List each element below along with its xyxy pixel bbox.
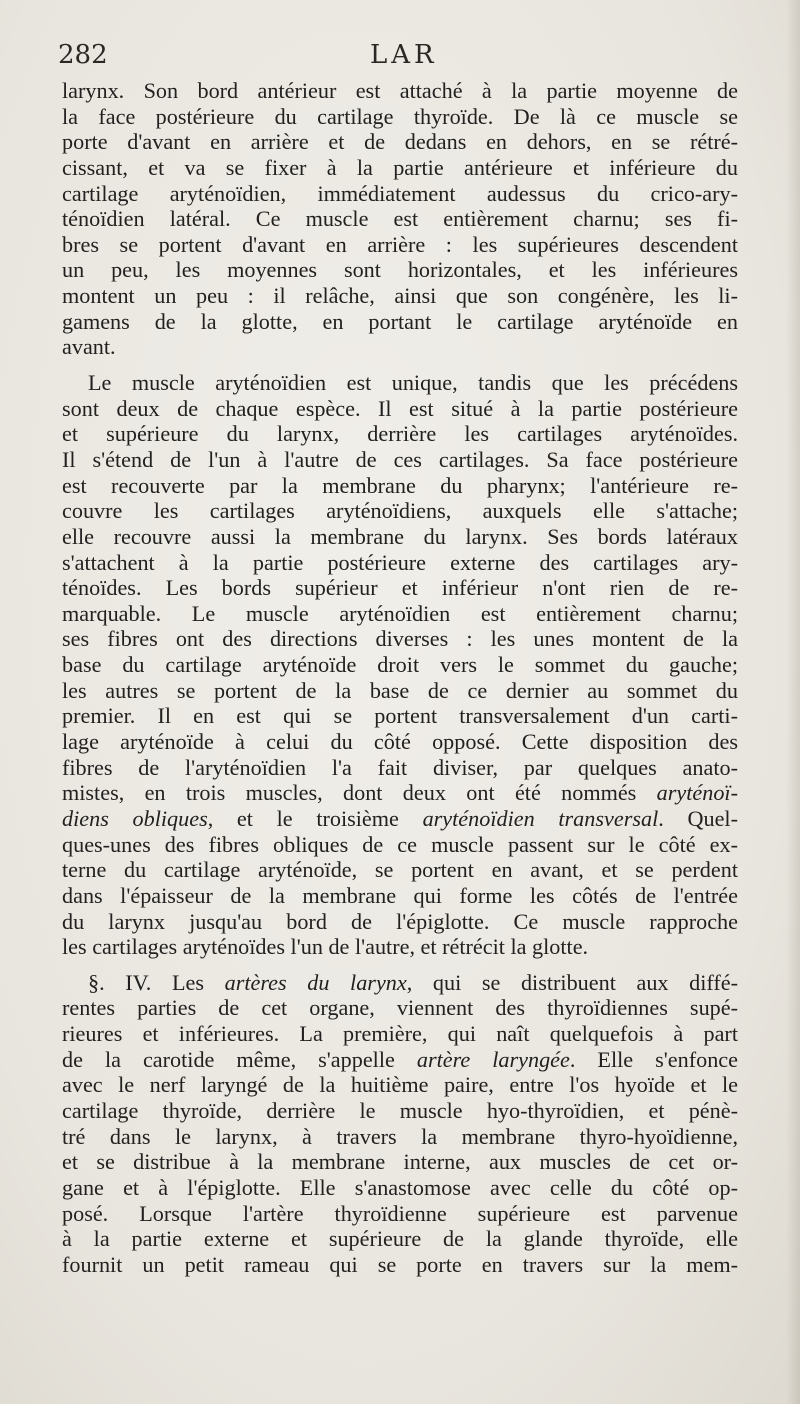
paragraph-3 [62,970,738,1278]
text-line: Il s'étend de l'un à l'autre de ces cartilages. Sa face postérieure [62,446,738,472]
body-text [62,78,738,1277]
text-line: un peu, les moyennes sont horizontales, et les inférieures [62,257,738,283]
text-line: cissant, et va se fixer à la partie antérieure et inférieure du [62,154,738,180]
running-head-title: LAR [370,40,438,70]
page-edge-shadow [786,0,800,1404]
text-line: gamens de la glotte, en portant le cartilage aryténoïde en [62,308,738,334]
text-line: diens obliques, et le troisième aryténoïdien transversal. Quel- [62,805,738,831]
text-line: s'attachent à la partie postérieure externe des cartilages ary- [62,549,738,575]
text-line: ques-unes des fibres obliques de ce muscle passent sur le côté ex- [62,831,738,857]
text-line: les cartilages aryténoïdes l'un de l'autre, et rétrécit la glotte. [62,934,589,960]
text-line: §. IV. Les artères du larynx, qui se distribuent aux diffé- [88,969,738,995]
text-line: lage aryténoïde à celui du côté opposé. Cette disposition des [62,729,738,755]
text-line: les autres se portent de la base de ce dernier au sommet du [62,677,738,703]
text-line: avec le nerf laryngé de la huitième paire, entre l'os hyoïde et le [62,1072,738,1098]
text-line: ténoïdien latéral. Ce muscle est entièrement charnu; ses fi- [62,206,738,232]
text-line: base du cartilage aryténoïde droit vers le sommet du gauche; [62,652,738,678]
text-line: porte d'avant en arrière et de dedans en dehors, en se rétré- [62,129,738,155]
text-line: rentes parties de cet organe, viennent des thyroïdiennes supé- [62,995,738,1021]
text-line: bres se portent d'avant en arrière : les supérieures descendent [62,231,738,257]
text-line: marquable. Le muscle aryténoïdien est entièrement charnu; [62,600,738,626]
paragraph-gap [62,360,738,370]
paragraph-1 [62,78,738,360]
paragraph-2 [62,370,738,960]
page-number: 282 [58,40,108,70]
running-head [58,40,738,80]
text-line: tré dans le larynx, à travers la membrane thyro-hyoïdienne, [62,1123,738,1149]
text-line: cartilage thyroïde, derrière le muscle hyo-thyroïdien, et pénè- [62,1097,738,1123]
paragraph-gap [62,960,738,970]
text-line: gane et à l'épiglotte. Elle s'anastomose avec celle du côté op- [62,1174,738,1200]
text-line: Le muscle aryténoïdien est unique, tandis que les précédens [88,370,738,396]
text-line: et supérieure du larynx, derrière les cartilages aryténoïdes. [62,421,738,447]
text-line: mistes, en trois muscles, dont deux ont été nommés aryténoï- [62,780,738,806]
text-line: sont deux de chaque espèce. Il est situé à la partie postérieure [62,395,738,421]
text-line: à la partie externe et supérieure de la glande thyroïde, elle [62,1226,738,1252]
text-line: cartilage aryténoïdien, immédiatement audessus du crico-ary- [62,180,738,206]
text-line: avant. [62,334,116,360]
text-line: est recouverte par la membrane du pharynx; l'antérieure re- [62,472,738,498]
text-line: terne du cartilage aryténoïde, se portent en avant, et se perdent [62,857,738,883]
text-line: montent un peu : il relâche, ainsi que son congénère, les li- [62,283,738,309]
text-line: et se distribue à la membrane interne, aux muscles de cet or- [62,1149,738,1175]
text-line: la face postérieure du cartilage thyroïde. De là ce muscle se [62,103,738,129]
text-line: fournit un petit rameau qui se porte en travers sur la mem- [62,1251,738,1277]
text-line: couvre les cartilages aryténoïdiens, auxquels elle s'attache; [62,498,738,524]
text-line: larynx. Son bord antérieur est attaché à la partie moyenne de [62,78,738,103]
text-line: fibres de l'aryténoïdien l'a fait diviser, par quelques anato- [62,754,738,780]
text-line: du larynx jusqu'au bord de l'épiglotte. Ce muscle rapproche [62,908,738,934]
text-line: de la carotide même, s'appelle artère laryngée. Elle s'enfonce [62,1046,738,1072]
text-line: ténoïdes. Les bords supérieur et inférieur n'ont rien de re- [62,575,738,601]
text-line: dans l'épaisseur de la membrane qui forme les côtés de l'entrée [62,882,738,908]
text-line: rieures et inférieures. La première, qui naît quelquefois à part [62,1021,738,1047]
text-line: posé. Lorsque l'artère thyroïdienne supérieure est parvenue [62,1200,738,1226]
text-line: premier. Il en est qui se portent transversalement d'un carti- [62,703,738,729]
text-line: elle recouvre aussi la membrane du larynx. Ses bords latéraux [62,523,738,549]
text-line: ses fibres ont des directions diverses : les unes montent de la [62,626,738,652]
